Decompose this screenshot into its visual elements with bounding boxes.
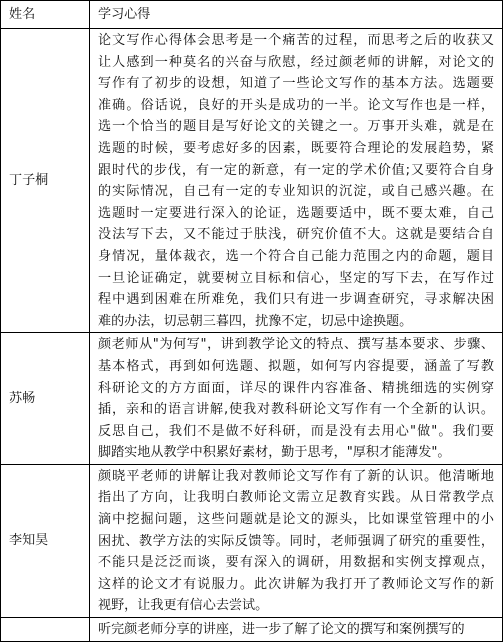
- table-row: [1, 618, 503, 642]
- reflection-line: 科研论文的方方面面，详尽的课件内容准备、精挑细选的实例穿: [98, 380, 494, 396]
- reflection-line: 程中遇到困难在所难免，我们只有进一步调查研究，寻求解决困: [98, 292, 494, 308]
- table-row: [1, 29, 503, 333]
- reflection-line: 脚踏实地从教学中积累好素材，勤于思考，"厚积才能薄发"。: [98, 445, 451, 461]
- reflection-line: 论文写作心得体会思考是一个痛苦的过程，而思考之后的收获又: [98, 33, 494, 48]
- reflection-line: 身情况，量体裁衣，选一个符合自己能力范围之内的命题，题目: [98, 248, 494, 264]
- table-row: [1, 333, 503, 465]
- student-name: 苏畅: [1, 333, 90, 465]
- reflection-text: [90, 618, 503, 642]
- reflection-text: [90, 29, 503, 333]
- reflection-line: 难的办法，切忌朝三暮四，扰豫不定，切忌中途换题。: [98, 313, 413, 329]
- reflection-line: 选题时一定要进行深入的论证，选题要适中，既不要太难，自己: [98, 205, 494, 221]
- reflection-line: 跟时代的步伐，有一定的新意，有一定的学术价值;又要符合自身: [98, 162, 494, 178]
- reflection-line: 颜晓平老师的讲解让我对教师论文写作有了新的认识。他清晰地: [98, 468, 494, 484]
- reflection-line: 让人感到一种莫名的兴奋与欣慰，经过颜老师的讲解，对论文的: [98, 54, 494, 70]
- reflection-line: 选题的时候，要考虑好多的因素，既要符合理论的发展趋势，紧: [98, 140, 494, 156]
- reflection-line: 插，亲和的语言讲解,使我对教科研论文写作有一个全新的认识。: [98, 402, 494, 418]
- student-name: 丁子桐: [1, 29, 90, 333]
- reflection-line: 不能只是泛泛而谈，要有深入的调研，用数据和实例支撑观点，: [98, 555, 494, 571]
- reflection-line: 一旦论证确定，就要树立目标和信心，坚定的写下去，在写作过: [98, 270, 494, 286]
- reflection-line: 这样的论文才有说服力。此次讲解为我打开了教师论文写作的新: [98, 576, 494, 592]
- reflection-text: [90, 333, 503, 465]
- header-name-cell: 姓名: [1, 1, 90, 29]
- table-row: [1, 464, 503, 617]
- reflection-line: 写作有了初步的设想，知道了一些论文写作的基本方法。选题要: [98, 76, 494, 92]
- student-name: 李知昊: [1, 464, 90, 617]
- reflection-line: 听完颜老师分享的讲座，进一步了解了论文的撰写和案例撰写的: [98, 622, 465, 638]
- reflection-text: [90, 464, 503, 617]
- reflection-line: 滴中挖掘问题，这些问题就是论文的源头，比如课堂管理中的小: [98, 512, 494, 528]
- header-notes-cell: 学习心得: [90, 1, 503, 29]
- reflection-line: 准确。俗话说，良好的开头是成功的一半。论文写作也是一样，: [98, 97, 494, 113]
- reflection-line: 颜老师从"为何写"，讲到教学论文的特点、撰写基本要求、步骤、: [98, 337, 494, 353]
- reflection-line: 选一个恰当的题目是写好论文的关键之一。万事开头难，就是在: [98, 119, 494, 135]
- reflection-line: 的实际情况，自己有一定的专业知识的沉淀，或自己感兴趣。在: [98, 184, 494, 200]
- reflection-line: 没法写下去，又不能过于肤浅，研究价值不大。这就是要结合自: [98, 227, 494, 243]
- reflection-line: 困扰、教学方法的实际反馈等。同时，老师强调了研究的重要性，: [98, 533, 494, 549]
- reflection-line: 视野，让我更有信心去尝试。: [98, 598, 269, 614]
- reflection-line: 指出了方向，让我明白教师论文需立足教育实践。从日常教学点: [98, 490, 494, 506]
- reflection-line: 反思自己，我们不是做不好科研，而是没有去用心"做"。我们要: [98, 423, 494, 439]
- reflection-line: 基本格式，再到如何选题、拟题，如何写内容提要，涵盖了写教: [98, 358, 494, 374]
- student-name: [1, 618, 90, 642]
- table-header-row: [1, 1, 503, 29]
